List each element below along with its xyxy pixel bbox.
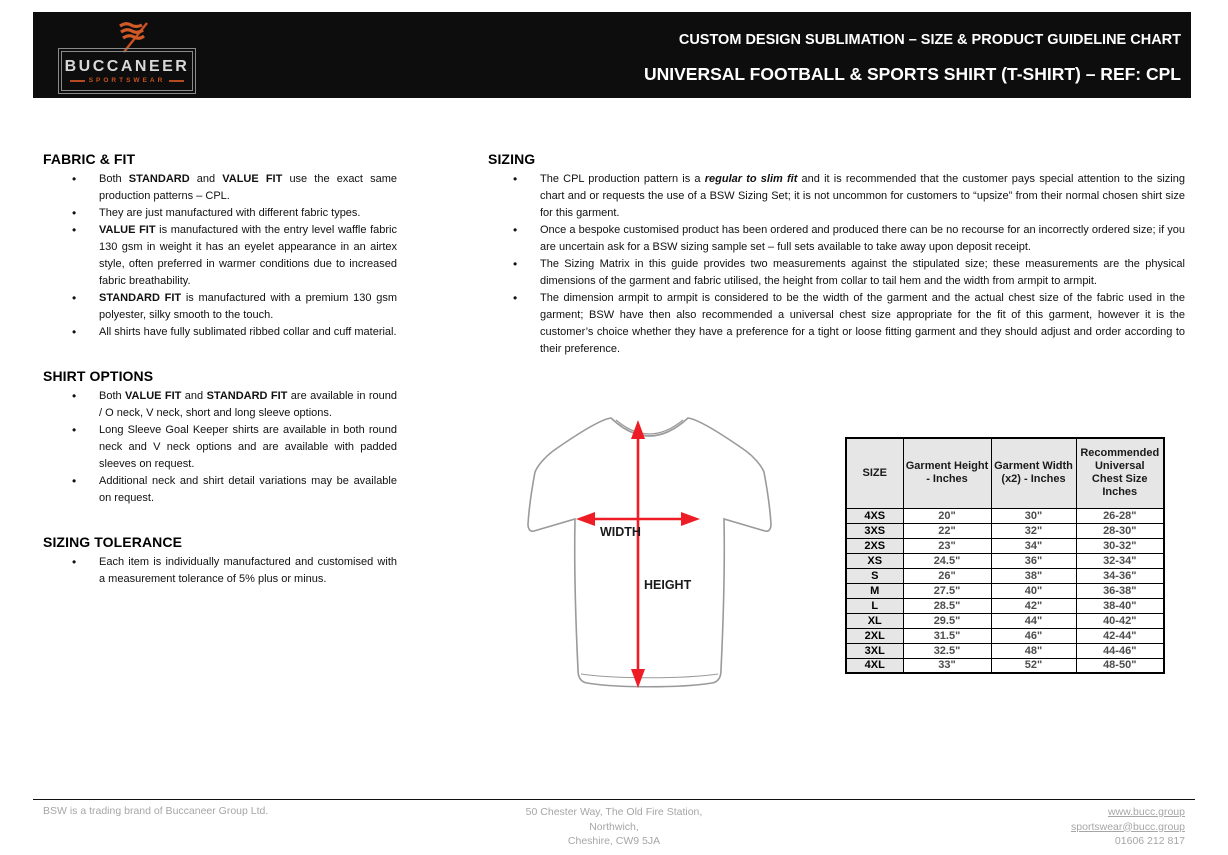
section-shirt-options <box>43 368 397 507</box>
size-value-cell: 30" <box>991 508 1076 523</box>
size-table-row <box>846 508 1164 523</box>
size-value-cell: 30-32" <box>1076 538 1164 553</box>
footer-address-line-3: Cheshire, CW9 5JA <box>567 835 661 847</box>
size-value-cell: 31.5" <box>903 628 991 643</box>
size-value-cell: 33" <box>903 658 991 673</box>
right-column <box>488 151 1185 358</box>
header-bar <box>33 12 1191 98</box>
document-title: UNIVERSAL FOOTBALL & SPORTS SHIRT (T-SHIRT) – REF: CPL <box>643 64 1181 84</box>
size-table-row <box>846 583 1164 598</box>
size-value-cell: 26-28" <box>1076 508 1164 523</box>
size-table-row <box>846 598 1164 613</box>
document-subtitle: CUSTOM DESIGN SUBLIMATION – SIZE & PRODUCT GUIDELINE CHART <box>678 32 1181 48</box>
size-value-cell: 38" <box>991 568 1076 583</box>
footer-address-line-2: Northwich, <box>589 820 639 833</box>
size-value-cell: 26" <box>903 568 991 583</box>
size-label-cell: 4XL <box>846 658 903 673</box>
size-table-row <box>846 613 1164 628</box>
size-table-row <box>846 643 1164 658</box>
size-value-cell: 46" <box>991 628 1076 643</box>
size-value-cell: 22" <box>903 523 991 538</box>
size-value-cell: 24.5" <box>903 553 991 568</box>
size-value-cell: 36-38" <box>1076 583 1164 598</box>
size-value-cell: 32-34" <box>1076 553 1164 568</box>
size-value-cell: 32.5" <box>903 643 991 658</box>
size-table <box>845 437 1165 674</box>
size-label-cell: L <box>846 598 903 613</box>
col-header-garment-width: Garment Width (x2) - Inches <box>991 438 1076 508</box>
bullet-item: • Additional neck and shirt detail variations may be available on request. <box>72 473 397 507</box>
size-value-cell: 42-44" <box>1076 628 1164 643</box>
size-value-cell: 34-36" <box>1076 568 1164 583</box>
size-value-cell: 40" <box>991 583 1076 598</box>
size-table-header-row <box>846 438 1164 508</box>
section-heading-sizing: SIZING <box>488 151 536 167</box>
section-heading-shirt-options: SHIRT OPTIONS <box>43 368 154 384</box>
size-table-row <box>846 538 1164 553</box>
section-sizing <box>488 151 1185 358</box>
size-table-row <box>846 658 1164 673</box>
phone-number: 01606 212 817 <box>1114 835 1185 847</box>
brand-subtitle: SPORTSWEAR <box>88 77 166 84</box>
size-value-cell: 29.5" <box>903 613 991 628</box>
bullet-item: • Both STANDARD and VALUE FIT use the exact same production patterns – CPL. <box>72 171 397 205</box>
size-label-cell: 2XS <box>846 538 903 553</box>
size-value-cell: 32" <box>991 523 1076 538</box>
sizing-tolerance-bullet-list <box>43 554 397 588</box>
size-value-cell: 48" <box>991 643 1076 658</box>
size-table-row <box>846 628 1164 643</box>
size-value-cell: 28-30" <box>1076 523 1164 538</box>
brand-name: BUCCANEER <box>64 58 190 75</box>
bullet-item: • STANDARD FIT is manufactured with a premium 130 gsm polyester, silky smooth to the touch. <box>72 290 397 324</box>
fabric-fit-bullet-list <box>43 171 397 341</box>
footer-address-line-1: 50 Chester Way, The Old Fire Station, <box>525 806 703 818</box>
section-sizing-tolerance <box>43 534 397 588</box>
footer-divider <box>33 799 1195 800</box>
brand-logo-inner <box>61 51 193 91</box>
brand-sub-line-right <box>169 80 184 82</box>
bullet-item: • Long Sleeve Goal Keeper shirts are available in both round neck and V neck options and are available with padded sleeves on request. <box>72 422 397 473</box>
tshirt-outline <box>528 418 771 687</box>
size-value-cell: 52" <box>991 658 1076 673</box>
size-label-cell: 3XS <box>846 523 903 538</box>
size-value-cell: 44-46" <box>1076 643 1164 658</box>
col-header-garment-height: Garment Height - Inches <box>903 438 991 508</box>
bullet-item: • The Sizing Matrix in this guide provides two measurements against the stipulated size; these measurements are the physical dimensions of the garment and fabric utilised, the height from collar to tail hem and the width from armpit to armpit. <box>513 256 1185 290</box>
brand-logo <box>58 48 196 94</box>
bullet-item: • Once a bespoke customised product has been ordered and produced there can be no recourse for an incorrectly ordered size; if you are uncertain ask for a BSW sizing sample set – full sets available to take away upon deposit receipt. <box>513 222 1185 256</box>
col-header-size: SIZE <box>846 438 903 508</box>
size-label-cell: S <box>846 568 903 583</box>
size-label-cell: 4XS <box>846 508 903 523</box>
bullet-item: • All shirts have fully sublimated ribbed collar and cuff material. <box>72 324 397 341</box>
size-label-cell: XS <box>846 553 903 568</box>
footer-brand-note: BSW is a trading brand of Buccaneer Group Ltd. <box>43 805 269 817</box>
width-label: WIDTH <box>600 525 641 539</box>
shirt-options-bullet-list <box>43 388 397 507</box>
size-value-cell: 38-40" <box>1076 598 1164 613</box>
bullet-item: • They are just manufactured with different fabric types. <box>72 205 397 222</box>
size-value-cell: 42" <box>991 598 1076 613</box>
tshirt-measurement-diagram <box>505 408 800 703</box>
size-matrix <box>845 437 1165 674</box>
size-value-cell: 48-50" <box>1076 658 1164 673</box>
bullet-item: • Both VALUE FIT and STANDARD FIT are available in round / O neck, V neck, short and long sleeve options. <box>72 388 397 422</box>
size-table-body <box>846 508 1164 673</box>
size-label-cell: 3XL <box>846 643 903 658</box>
brand-sub-line-left <box>70 80 85 82</box>
size-value-cell: 34" <box>991 538 1076 553</box>
email-link[interactable]: sportswear@bucc.group <box>1071 820 1185 833</box>
size-value-cell: 28.5" <box>903 598 991 613</box>
header-titles <box>481 12 1181 98</box>
size-value-cell: 23" <box>903 538 991 553</box>
bullet-item: • The CPL production pattern is a regular to slim fit and it is recommended that the customer pays special attention to the sizing chart and or requests the use of a BSW Sizing Set; it is not uncommon for customers to “upsize” from their normal chosen shirt size for this garment. <box>513 171 1185 222</box>
bullet-item: • Each item is individually manufactured and customised with a measurement tolerance of 5% plus or minus. <box>72 554 397 588</box>
size-table-row <box>846 553 1164 568</box>
bullet-item: • The dimension armpit to armpit is considered to be the width of the garment and the actual chest size of the fabric used in the garment; BSW have then also recommended a universal chest size appropriate for the fit of this garment, however it is the customer’s choice whether they have a preference for a tight or loose fitting garment and they should adjust and order according to their preference. <box>513 290 1185 358</box>
size-label-cell: M <box>846 583 903 598</box>
left-column <box>43 151 397 588</box>
size-label-cell: XL <box>846 613 903 628</box>
size-table-row <box>846 568 1164 583</box>
height-label: HEIGHT <box>644 578 692 592</box>
bullet-item: • VALUE FIT is manufactured with the entry level waffle fabric 130 gsm in weight it has an eyelet appearance in an airtex style, often preferred in warmer conditions due to increased fabric breathability. <box>72 222 397 290</box>
footer-address <box>414 805 814 849</box>
website-link[interactable]: www.bucc.group <box>1107 806 1185 818</box>
size-value-cell: 36" <box>991 553 1076 568</box>
size-value-cell: 44" <box>991 613 1076 628</box>
section-heading-sizing-tolerance: SIZING TOLERANCE <box>43 534 183 550</box>
size-label-cell: 2XL <box>846 628 903 643</box>
footer-contact <box>1071 805 1185 849</box>
size-value-cell: 20" <box>903 508 991 523</box>
section-heading-fabric-fit: FABRIC & FIT <box>43 151 136 167</box>
size-table-row <box>846 523 1164 538</box>
size-value-cell: 40-42" <box>1076 613 1164 628</box>
size-value-cell: 27.5" <box>903 583 991 598</box>
sizing-bullet-list <box>488 171 1185 358</box>
col-header-chest-size: Recommended Universal Chest Size Inches <box>1076 438 1164 508</box>
section-fabric-fit <box>43 151 397 341</box>
brand-sub-row <box>70 77 184 84</box>
